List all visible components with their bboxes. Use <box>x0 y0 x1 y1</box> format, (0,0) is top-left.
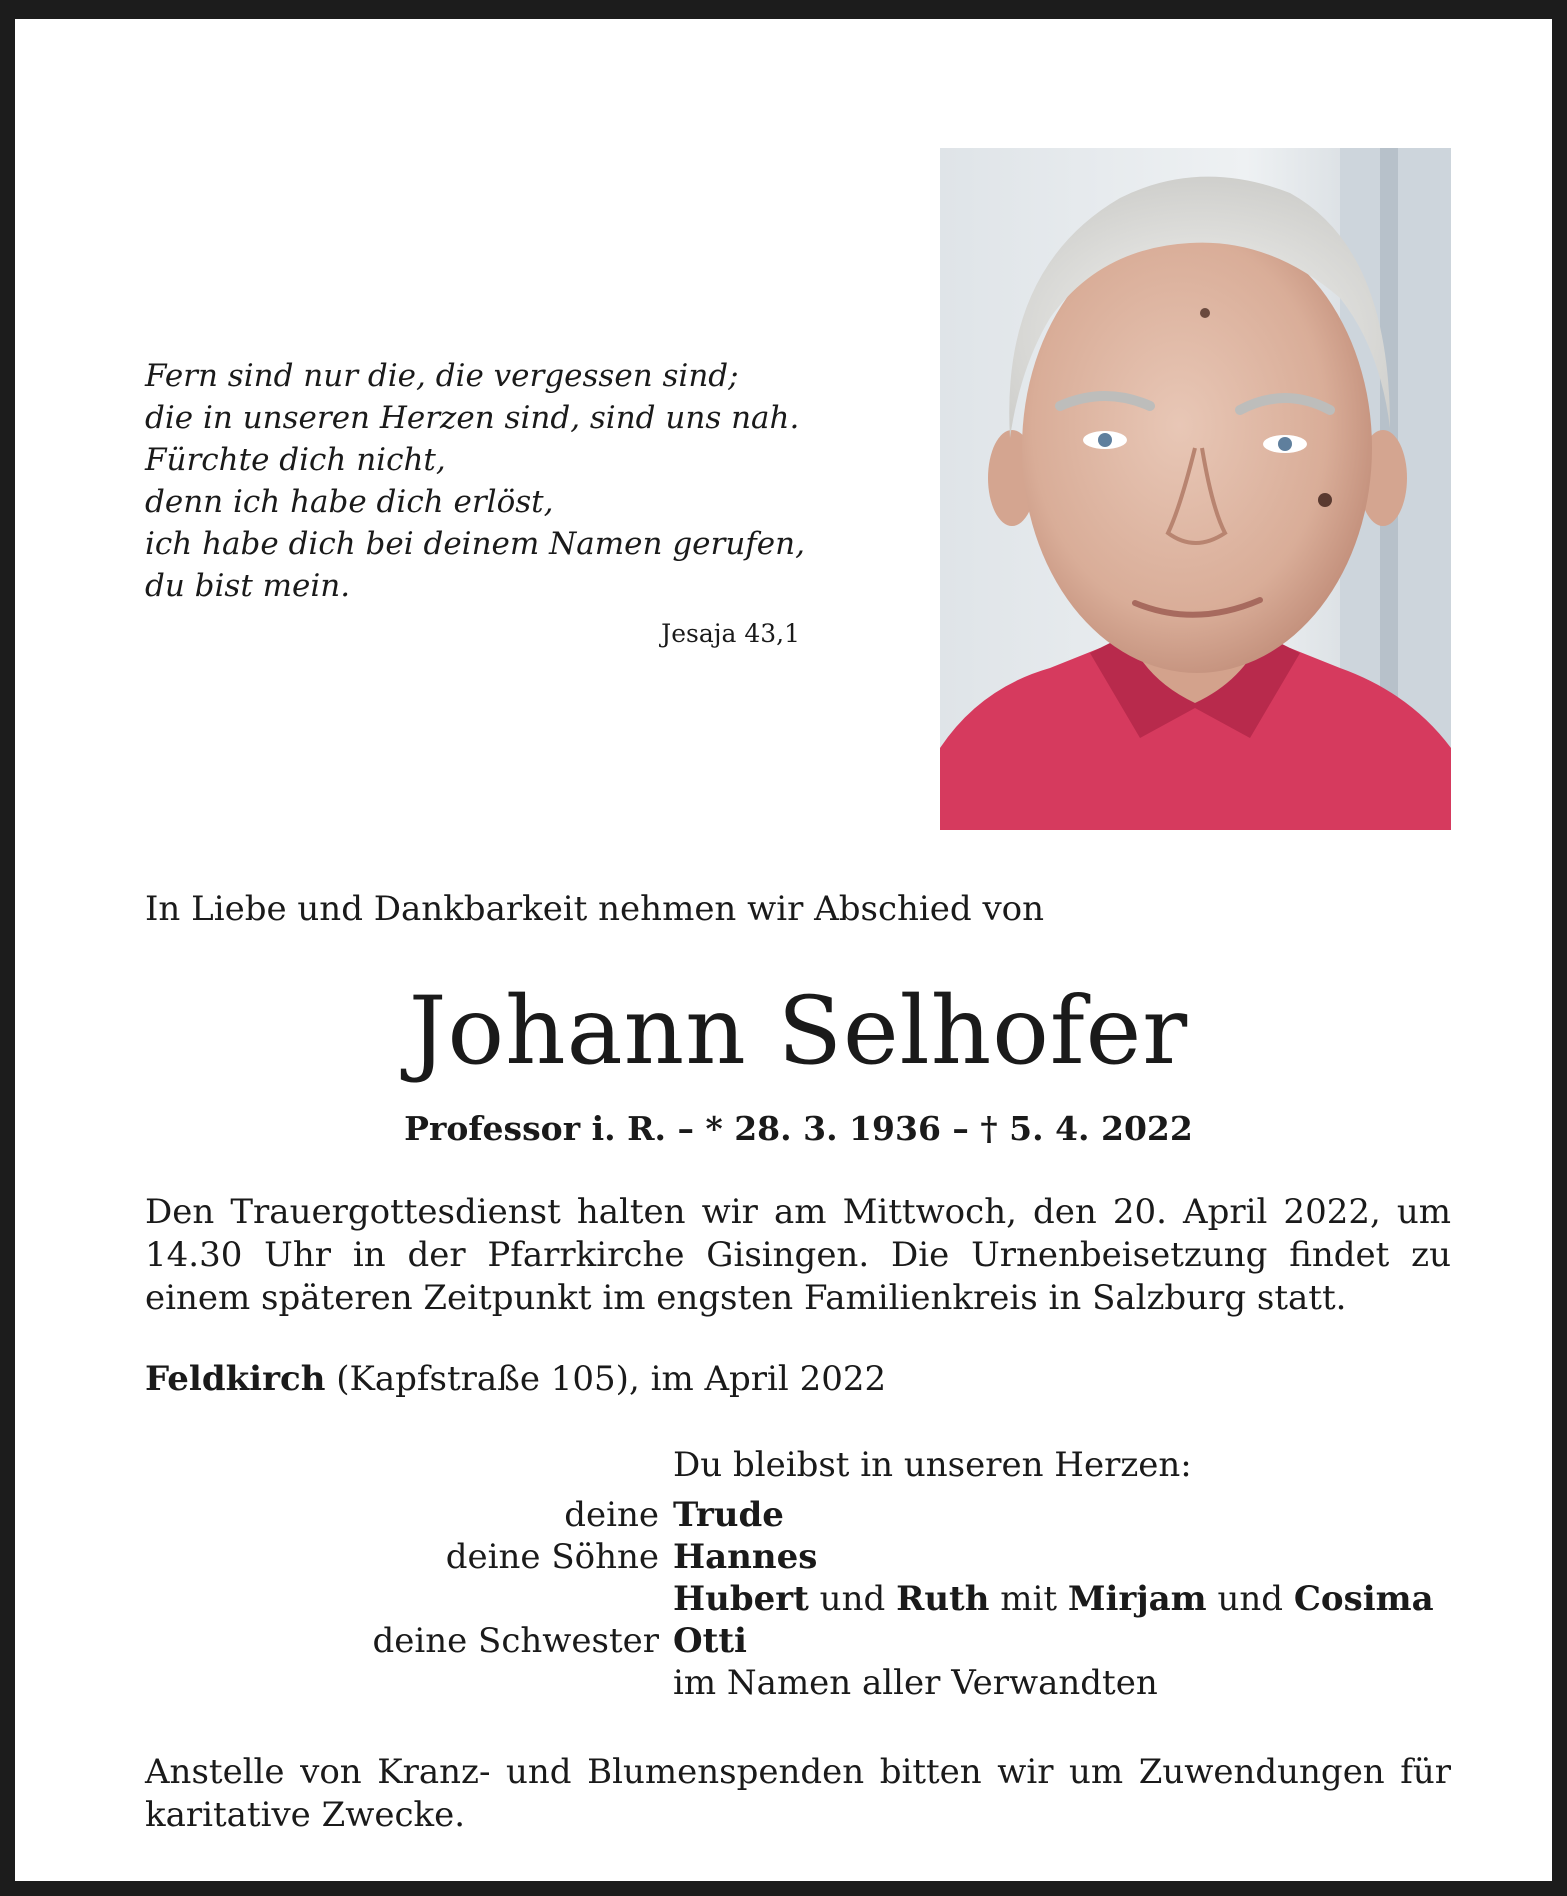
deceased-name: Johann Selhofer <box>408 977 1189 1086</box>
place-city: Feldkirch <box>145 1359 326 1399</box>
mourner-row <box>145 1578 1451 1620</box>
deceased-title-dates: Professor i. R. – * 28. 3. 1936 – † 5. 4. 2022 <box>404 1109 1193 1148</box>
connector-text: und <box>808 1579 897 1619</box>
mourner-name: Trude <box>673 1495 784 1535</box>
mourner-relation: deine Schwester <box>372 1621 659 1661</box>
quote-line: ich habe dich bei deinem Namen gerufen, <box>145 526 805 562</box>
donation-request: Anstelle von Kranz- und Blumenspenden bitten wir um Zuwendungen für karitative Zwecke. <box>145 1752 1451 1835</box>
quote-line: du bist mein. <box>145 568 351 604</box>
mourner-name: Otti <box>673 1621 747 1661</box>
mourner-relation <box>145 1662 673 1704</box>
mourner-name: Cosima <box>1293 1579 1434 1619</box>
mourner-relation <box>145 1578 673 1620</box>
bible-quote <box>145 355 845 607</box>
mourner-name: Mirjam <box>1067 1579 1207 1619</box>
quote-line: Fern sind nur die, die vergessen sind; <box>145 358 739 394</box>
place-details: (Kapfstraße 105), im April 2022 <box>325 1359 887 1399</box>
mourner-name: Hubert <box>673 1579 809 1619</box>
portrait-photo <box>940 148 1451 830</box>
relatives-note: im Namen aller Verwandten <box>673 1663 1158 1703</box>
mourner-relation: deine Söhne <box>445 1537 659 1577</box>
mourners-header: Du bleibst in unseren Herzen: <box>673 1445 1192 1485</box>
mourner-relation: deine <box>564 1495 659 1535</box>
place-date-line <box>145 1359 886 1399</box>
mourner-name: Ruth <box>896 1579 990 1619</box>
quote-source: Jesaja 43,1 <box>661 619 800 648</box>
quote-line: Fürchte dich nicht, <box>145 442 446 478</box>
service-announcement: Den Trauergottesdienst halten wir am Mittwoch, den 20. April 2022, um 14.30 Uhr in der Pfarrkirche Gisingen. Die Urnenbeisetzung findet zu einem späteren Zeitpunkt im engsten Familienkreis in Salzburg statt. <box>145 1192 1451 1318</box>
connector-text: mit <box>989 1579 1068 1619</box>
mourner-row <box>145 1662 1451 1704</box>
mourner-row <box>145 1536 1451 1578</box>
mourners-list <box>145 1444 1451 1704</box>
connector-text: und <box>1206 1579 1294 1619</box>
intro-line: In Liebe und Dankbarkeit nehmen wir Abschied von <box>145 889 1045 929</box>
mourner-row <box>145 1494 1451 1536</box>
quote-line: die in unseren Herzen sind, sind uns nah. <box>145 400 800 436</box>
mourner-row <box>145 1620 1451 1662</box>
mourner-name: Hannes <box>673 1537 818 1577</box>
quote-line: denn ich habe dich erlöst, <box>145 484 554 520</box>
